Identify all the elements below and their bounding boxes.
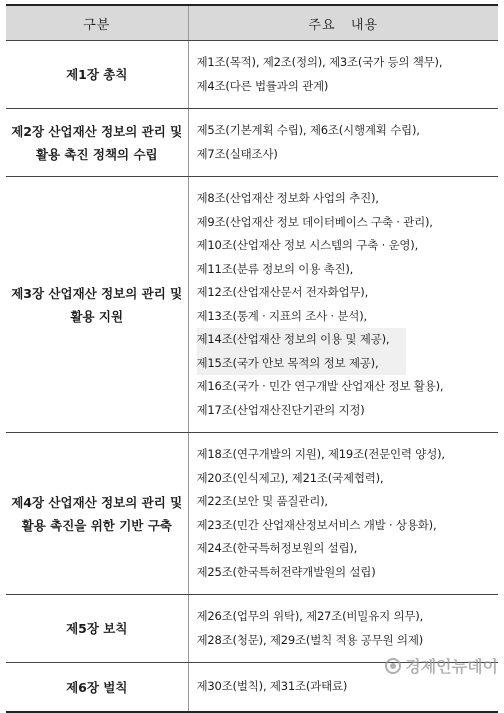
article-line: 제13조(통계 · 지표의 조사 · 분석),	[196, 308, 367, 323]
watermark-text: 경제인뉴데이	[405, 657, 498, 676]
table-row	[6, 109, 498, 177]
article-line: 제7조(실태조사)	[196, 146, 278, 161]
article-line: 제30조(벌칙), 제31조(과태료)	[196, 679, 348, 694]
table-header-row	[6, 5, 498, 41]
article-line: 제23조(민간 산업재산정보서비스 개발 · 상용화),	[196, 517, 437, 532]
article-line: 제4조(다른 법률과의 관계)	[196, 78, 329, 93]
law-structure-table-container	[6, 4, 498, 713]
chapter-title: 활용 지원	[70, 308, 124, 324]
header-category: 구분	[6, 5, 188, 41]
article-line: 제28조(청문), 제29조(벌칙 적용 공무원 의제)	[196, 632, 424, 647]
table-row	[6, 41, 498, 109]
article-line: 제14조(산업재산 정보의 이용 및 제공),	[197, 328, 407, 352]
article-line: 제10조(산업재산 정보 시스템의 구축 · 운영),	[196, 238, 419, 252]
article-line: 제20조(인식제고), 제21조(국제협력),	[196, 470, 384, 485]
chapter-title: 제1장 총칙	[66, 67, 128, 82]
article-line: 제9조(산업재산 정보 데이터베이스 구축 · 관리),	[196, 214, 433, 229]
chapter-title: 제6장 벌칙	[66, 679, 128, 695]
article-line: 제25조(한국특허전략개발원의 설립)	[196, 564, 376, 579]
articles-cell	[188, 595, 498, 663]
chapter-cell	[6, 177, 188, 433]
article-line: 제5조(기본계획 수립), 제6조(시행계획 수립),	[196, 123, 420, 137]
article-line: 제15조(국가 안보 목적의 정보 제공),	[197, 352, 407, 376]
article-line: 제16조(국가 · 민간 연구개발 산업재산 정보 활용),	[196, 379, 444, 393]
chapter-cell	[6, 595, 188, 663]
article-line: 제18조(연구개발의 지원), 제19조(전문인력 양성),	[196, 447, 445, 461]
table-row	[6, 177, 498, 433]
table-row	[6, 595, 498, 663]
chapter-title: 제4장 산업재산 정보의 관리 및	[11, 494, 183, 510]
table-row	[6, 433, 498, 595]
header-content: 주요 내용	[188, 5, 498, 41]
chapter-title: 활용 촉진 정책의 수립	[35, 146, 158, 162]
article-line: 제24조(한국특허정보원의 설립),	[196, 541, 358, 555]
article-line: 제12조(산업재산문서 전자화업무),	[196, 285, 369, 299]
chapter-cell	[6, 41, 188, 109]
chapter-cell	[6, 663, 188, 713]
chapter-title: 제2장 산업재산 정보의 관리 및	[11, 123, 183, 139]
chapter-cell	[6, 433, 188, 595]
chapter-title: 활용 촉진을 위한 기반 구축	[21, 517, 172, 533]
chapter-cell	[6, 109, 188, 177]
article-line: 제17조(산업재산진단기관의 지정)	[196, 402, 365, 417]
articles-cell	[188, 41, 498, 109]
watermark	[385, 654, 498, 677]
law-structure-table	[6, 4, 498, 713]
articles-cell	[188, 177, 498, 433]
article-line: 제11조(분류 정보의 이용 촉진),	[196, 261, 354, 276]
chapter-title: 제5장 보칙	[66, 621, 128, 636]
articles-cell	[188, 109, 498, 177]
chapter-title: 제3장 산업재산 정보의 관리 및	[11, 285, 183, 301]
article-line: 제22조(보안 및 품질관리),	[196, 494, 328, 508]
article-line: 제1조(목적), 제2조(정의), 제3조(국가 등의 책무),	[196, 55, 443, 69]
article-line: 제26조(업무의 위탁), 제27조(비밀유지 의무),	[196, 609, 424, 623]
articles-cell	[188, 433, 498, 595]
circle-logo-icon	[385, 658, 401, 674]
article-line: 제8조(산업재산 정보화 사업의 추진),	[196, 191, 379, 205]
